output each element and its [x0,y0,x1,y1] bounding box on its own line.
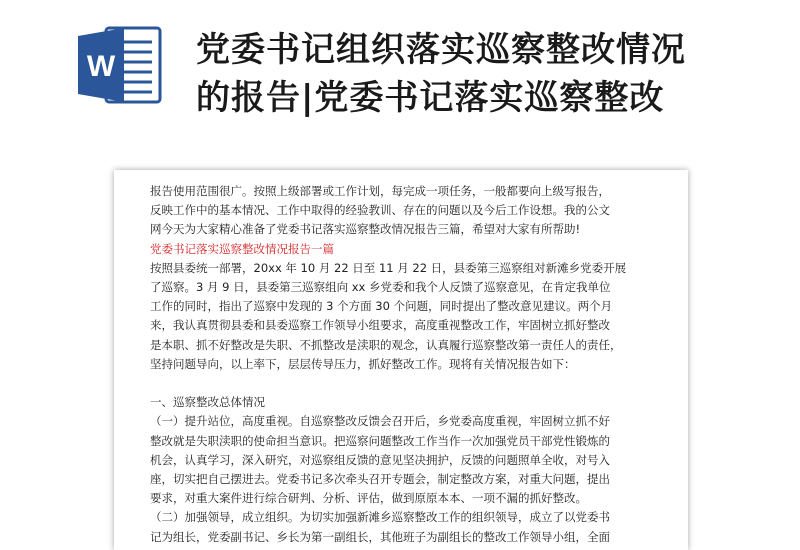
doc-line: （二）加强领导，成立组织。为切实加强新滩乡巡察整改工作的组织领导，成立了以党委书 [150,510,610,525]
doc-line: 座，切实把自己摆进去。党委书记多次牵头召开专题会，制定整改方案，对重大问题，提出 [150,472,610,487]
doc-line: 工作的同时，指出了巡察中发现的 3 个方面 30 个问题，同时提出了整改意见建议。两个月 [150,299,613,314]
doc-line: 机会，认真学习，深入研究，对巡察组反馈的意见坚决拥护，反馈的问题照单全收，对号入 [150,452,610,467]
doc-line: 整改就是失职渎职的使命担当意识。把巡察问题整改工作当作一次加强党员干部党性锻炼的 [150,433,610,448]
word-document-icon [76,22,164,108]
document-page [114,170,688,550]
title-line: 党委书记组织落实巡察整改情况 [196,30,686,70]
doc-line: 反映工作中的基本情况、工作中取得的经验教训、存在的问题以及今后工作设想。我的公文 [150,203,610,218]
doc-line: 按照县委统一部署，20xx 年 10 月 22 日至 11 月 22 日，县委第三巡察组对新滩乡党委开展 [150,260,627,275]
header [0,0,800,160]
doc-line: 记为组长，党委副书记、乡长为第一副组长，其他班子为副组长的整改工作领导小组，全面 [150,529,610,544]
doc-line: 要求，对重大案件进行综合研判、分析、评估，做到原原本本、一项不漏的抓好整改。 [150,491,587,506]
doc-line: 了巡察。3 月 9 日，县委第三巡察组向 xx 乡党委和我个人反馈了巡察意见，在肯定我单位 [150,280,611,295]
doc-line: 报告使用范围很广。按照上级部署或工作计划，每完成一项任务，一般都要向上级写报告， [150,184,610,198]
doc-line: （一）提升站位，高度重视。自巡察整改反馈会召开后，乡党委高度重视，牢固树立抓不好 [150,414,610,429]
doc-line: 坚持问题导向，以上率下，层层传导压力，抓好整改工作。现将有关情况报告如下： [150,356,576,371]
page-title [196,26,786,122]
section-heading-link[interactable]: 党委书记落实巡察整改情况报告一篇 [150,241,334,256]
blank-line [150,374,666,393]
document-body [114,170,688,547]
word-icon-letter: W [86,50,116,83]
doc-line: 是本职、抓不好整改是失职、不抓整改是渎职的观念，认真履行巡察整改第一责任人的责任， [150,337,622,352]
doc-line: 网今天为大家精心准备了党委书记落实巡察整改情况报告三篇，希望对大家有所帮助! [150,222,581,237]
section-heading: 一、巡察整改总体情况 [150,395,265,410]
doc-line: 来，我认真贯彻县委和县委巡察工作领导小组要求，高度重视整改工作，牢固树立抓好整改 [150,318,610,333]
title-line: 的报告|党委书记落实巡察整改 [196,78,665,118]
